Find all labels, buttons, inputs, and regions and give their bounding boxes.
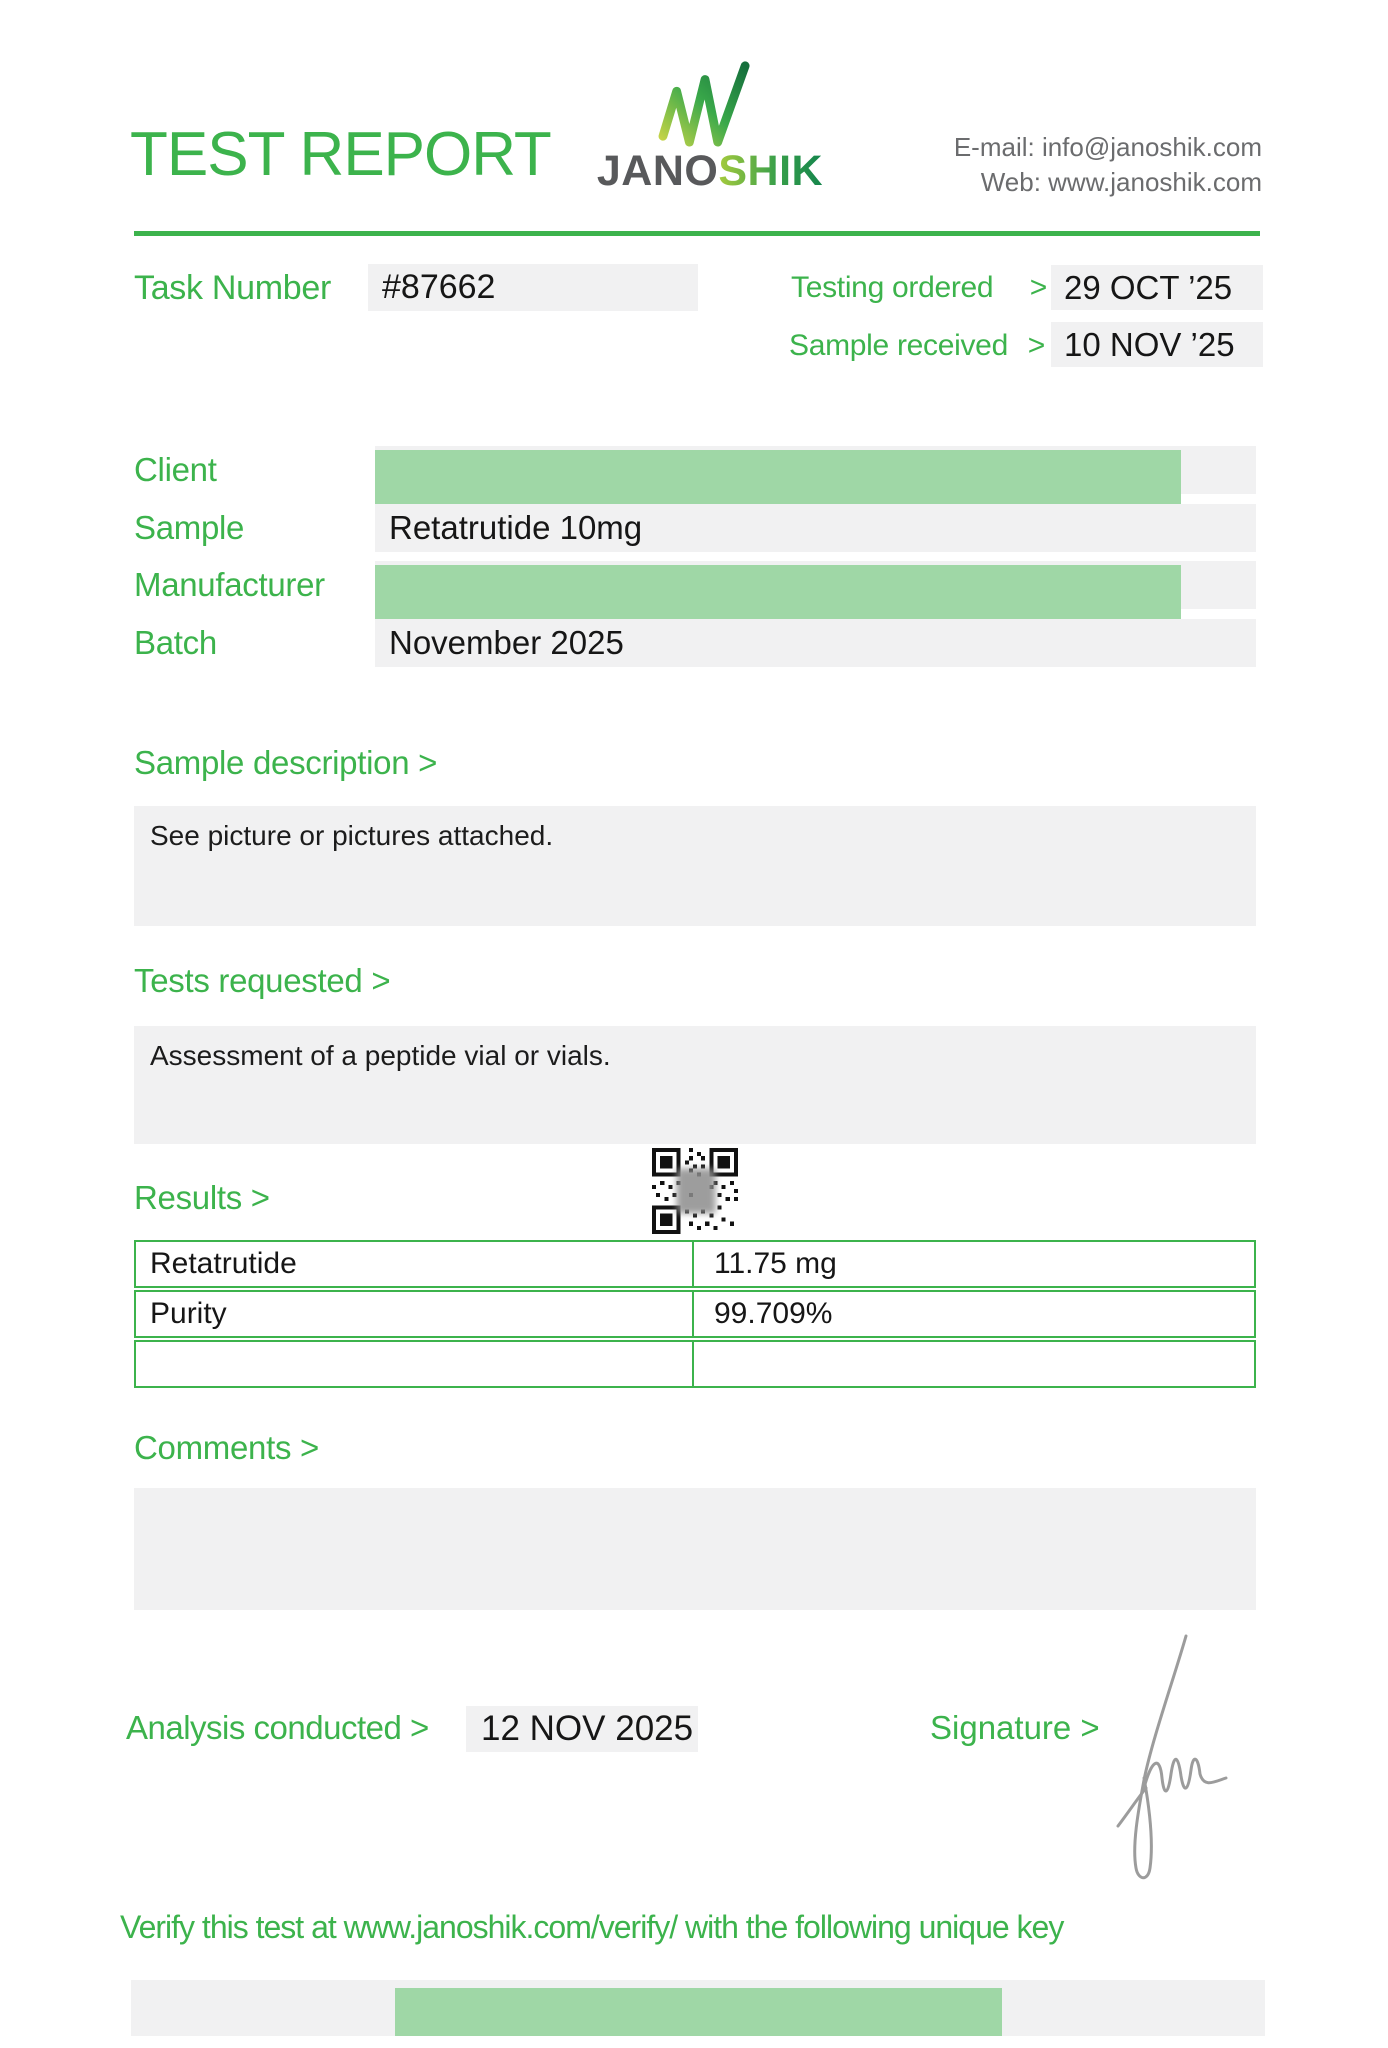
chevron-right-icon: >	[1029, 271, 1047, 304]
task-number-value: #87662	[368, 264, 698, 311]
signature-image	[1108, 1630, 1240, 1892]
logo-text-primary: JANO	[596, 147, 719, 195]
qr-code	[652, 1148, 738, 1234]
testing-ordered-date: 29 OCT ’25	[1051, 265, 1263, 310]
comments-box	[134, 1488, 1256, 1610]
tests-requested-text: Assessment of a peptide vial or vials.	[150, 1040, 611, 1071]
result-name: Retatrutide	[136, 1242, 694, 1286]
result-name	[136, 1342, 694, 1386]
client-redaction-bar	[375, 450, 1181, 504]
result-value: 11.75 mg	[714, 1247, 837, 1280]
sample-value: Retatrutide 10mg	[375, 504, 1256, 552]
comments-heading: Comments >	[134, 1429, 319, 1466]
batch-value: November 2025	[375, 619, 1256, 667]
unique-key-redaction-bar	[395, 1988, 1002, 2036]
sample-description-text: See picture or pictures attached.	[150, 820, 554, 851]
tests-requested-box	[134, 1026, 1256, 1144]
signature-label: Signature >	[930, 1709, 1100, 1746]
manufacturer-redaction-bar	[375, 565, 1181, 619]
analysis-conducted-label: Analysis conducted >	[126, 1709, 429, 1746]
results-table-row	[134, 1340, 1256, 1388]
batch-label: Batch	[134, 624, 217, 661]
sample-description-heading: Sample description >	[134, 744, 438, 781]
contact-block	[954, 130, 1262, 200]
contact-email: E-mail: info@janoshik.com	[953, 132, 1262, 162]
results-table-row	[134, 1290, 1256, 1338]
client-label: Client	[134, 451, 217, 488]
tests-requested-heading: Tests requested >	[134, 962, 391, 999]
analysis-date: 12 NOV 2025	[466, 1706, 698, 1752]
sample-label: Sample	[134, 509, 245, 546]
task-number-label: Task Number	[134, 269, 331, 307]
result-value: 99.709%	[714, 1297, 833, 1330]
results-heading: Results >	[134, 1179, 270, 1216]
sample-received-date: 10 NOV ’25	[1051, 322, 1263, 367]
logo-text-secondary: SHIK	[718, 147, 824, 195]
result-name: Purity	[136, 1292, 694, 1336]
manufacturer-label: Manufacturer	[134, 566, 325, 603]
testing-ordered-label: Testing ordered >	[791, 265, 1047, 311]
chevron-right-icon: >	[1027, 329, 1045, 362]
verify-instruction: Verify this test at www.janoshik.com/verify/ with the following unique key	[120, 1909, 1064, 1945]
contact-web: Web: www.janoshik.com	[980, 167, 1262, 197]
results-table-row	[134, 1240, 1256, 1288]
header-divider	[134, 231, 1260, 236]
result-value	[694, 1342, 1254, 1386]
sample-description-box	[134, 806, 1256, 926]
logo-wordmark	[590, 148, 830, 195]
sample-received-label: Sample received >	[789, 323, 1045, 369]
page-title: TEST REPORT	[130, 120, 551, 189]
janoshik-chart-icon	[652, 58, 760, 148]
